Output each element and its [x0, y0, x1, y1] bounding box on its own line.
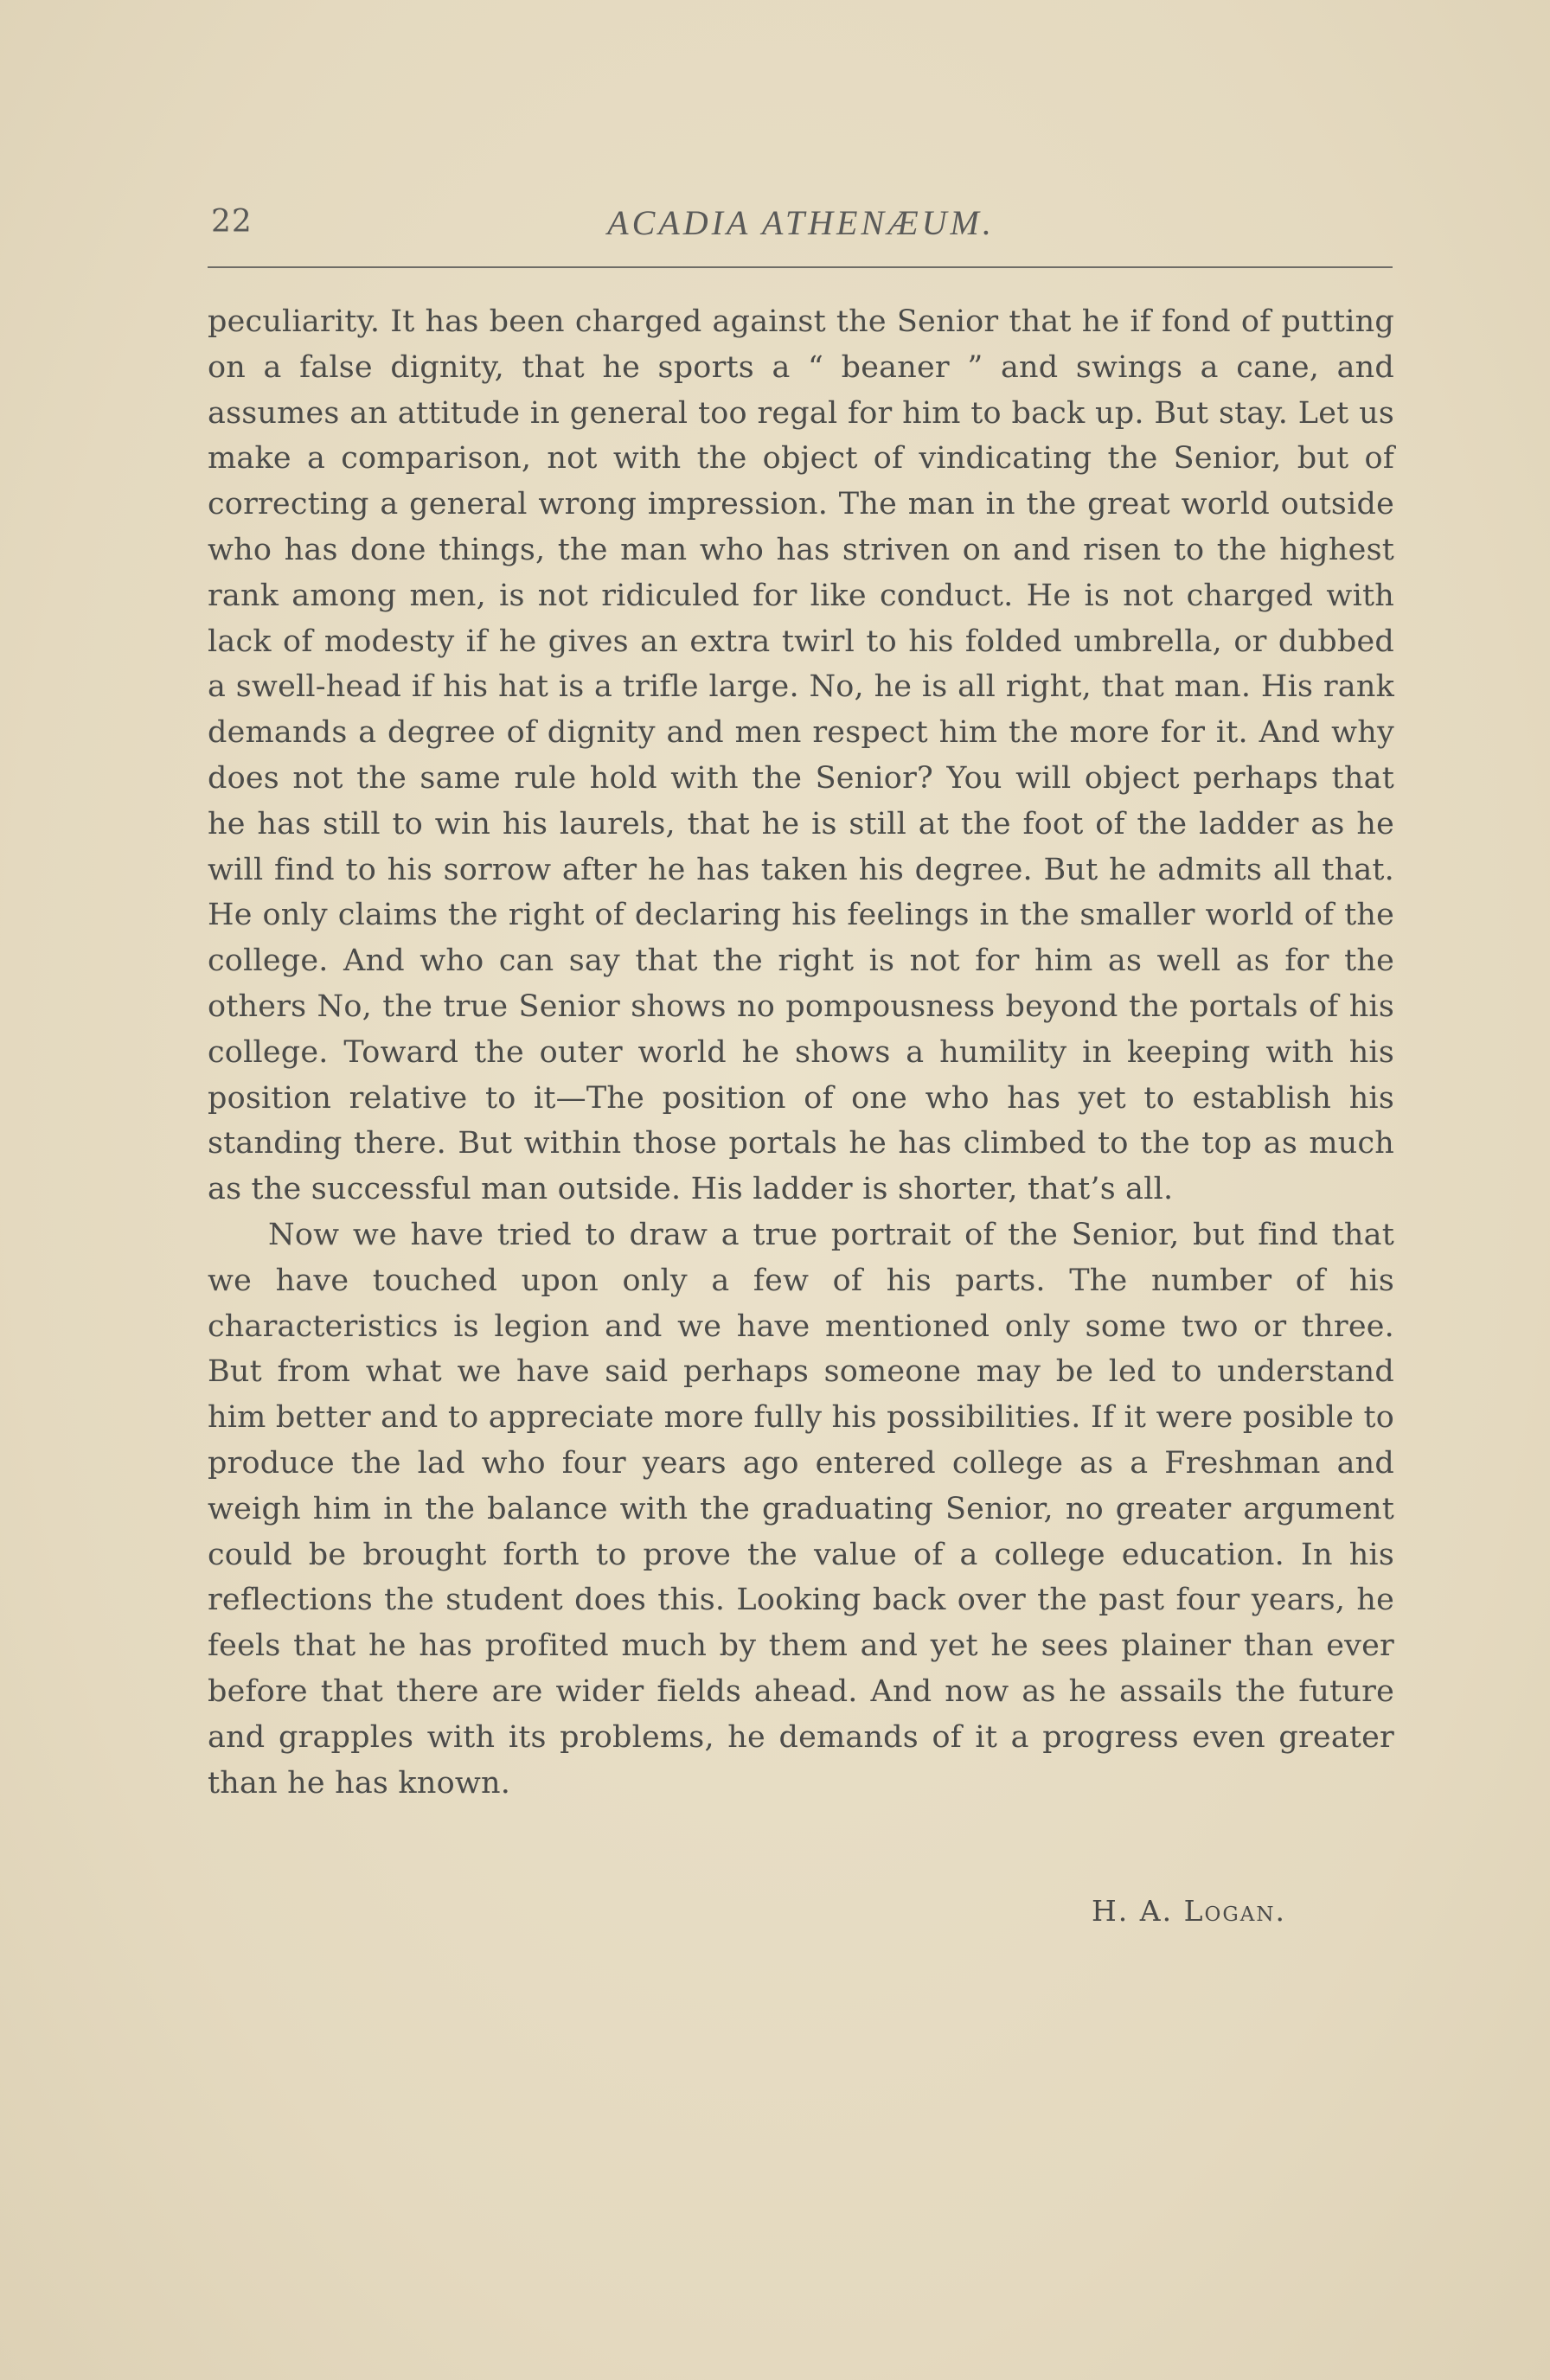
page-number: 22 [211, 204, 253, 240]
paragraph-2: Now we have tried to draw a true portrait of the Senior, but find that we have touched upon only a few of his parts. The number of his characteristics is legion and we have mentioned only some two or three. But from what we have said perhaps someone may be led to understand him better and to appreciate more fully his possibilities. If it were posible to produce the lad who four years ago entered college as a Freshman and weigh him in the balance with the graduating Senior, no greater argument could be brought forth to prove the value of a college education. In his reflections the student does this. Looking back over the past four years, he feels that he has profited much by them and yet he sees plainer than ever before that there are wider fields ahead. And now as he assails the future and grapples with its problems, he demands of it a progress even greater than he has known. [208, 1217, 1394, 1801]
author-signature: H. A. Logan. [1092, 1894, 1286, 1928]
running-title: ACADIA ATHENÆUM. [607, 203, 995, 242]
page-header [208, 197, 1394, 249]
header-rule [208, 266, 1393, 268]
article-body [208, 299, 1394, 1806]
paragraph-1: peculiarity. It has been charged against the Senior that he if fond of putting on a false dignity, that he sports a “ beaner ” and swings a cane, and assumes an attitude in general too regal for him to back up. But stay. Let us make a comparison, not with the object of vindicating the Senior, but of correcting a general wrong impression. The man in the great world outside who has done things, the man who has striven on and risen to the highest rank among men, is not ridiculed for like conduct. He is not charged with lack of modesty if he gives an extra twirl to his folded umbrella, or dubbed a swell-head if his hat is a trifle large. No, he is all right, that man. His rank demands a degree of dignity and men respect him the more for it. And why does not the same rule hold with the Senior? You will object perhaps that he has still to win his laurels, that he is still at the foot of the ladder as he will find to his sorrow after he has taken his degree. But he admits all that. He only claims the right of declaring his feelings in the smaller world of the college. And who can say that the right is not for him as well as for the others No, the true Senior shows no pompousness beyond the portals of his college. Toward the outer world he shows a humility in keeping with his position relative to it—The position of one who has yet to establish his standing there. But within those portals he has climbed to the top as much as the successful man outside. His ladder is shorter, that’s all. [208, 304, 1394, 1207]
